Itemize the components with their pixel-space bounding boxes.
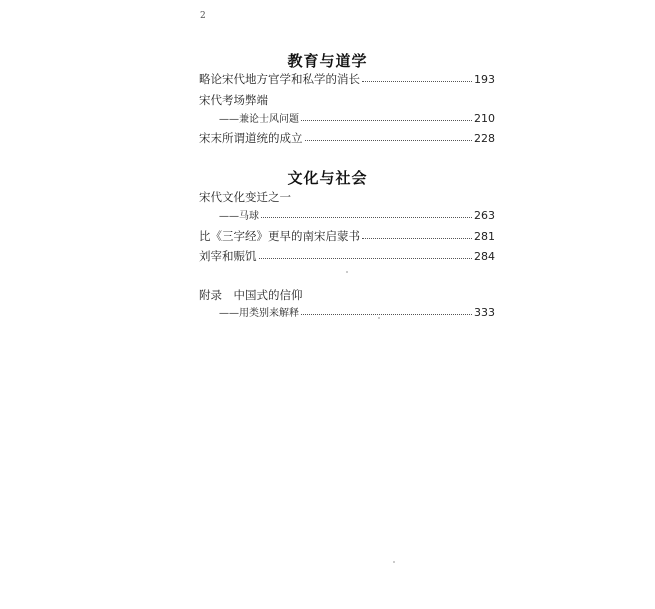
toc-entry[interactable] — [199, 190, 291, 204]
toc-entry[interactable] — [199, 249, 495, 263]
toc-entry-page: 263 — [474, 209, 495, 222]
section-title-education: 教育与道学 — [287, 52, 368, 70]
page-number: 2 — [200, 11, 206, 21]
appendix-page: 333 — [474, 306, 495, 319]
toc-entry-page: 210 — [474, 112, 495, 125]
toc-entry-title: 宋代文化变迁之一 — [199, 190, 291, 204]
appendix-title: 附录 中国式的信仰 — [199, 288, 303, 302]
leader-dots — [259, 249, 473, 259]
toc-appendix-subtitle[interactable] — [219, 306, 495, 320]
toc-entry[interactable] — [199, 72, 495, 86]
appendix-subtitle: ——用类别来解释 — [219, 308, 299, 319]
scan-speck — [346, 271, 348, 273]
toc-entry[interactable] — [199, 131, 495, 145]
leader-dots — [301, 305, 472, 315]
scan-speck — [393, 561, 395, 563]
toc-entry-title: 略论宋代地方官学和私学的消长 — [199, 72, 360, 86]
scan-speck — [378, 317, 380, 319]
leader-dots — [362, 229, 472, 239]
toc-entry-title: 比《三字经》更早的南宋启蒙书 — [199, 229, 360, 243]
toc-entry-page: 193 — [474, 73, 495, 86]
section-title-culture: 文化与社会 — [287, 169, 368, 187]
toc-entry-page: 228 — [474, 132, 495, 145]
toc-entry[interactable] — [199, 229, 495, 243]
toc-entry-page: 284 — [474, 250, 495, 263]
toc-entry-subtitle[interactable] — [219, 209, 495, 223]
leader-dots — [305, 131, 473, 141]
leader-dots — [301, 111, 472, 121]
toc-entry-title: ——兼论士风问题 — [219, 114, 299, 125]
toc-entry-subtitle[interactable] — [219, 112, 495, 126]
toc-entry[interactable] — [199, 93, 268, 107]
leader-dots — [362, 72, 472, 82]
toc-entry-title: 宋末所谓道统的成立 — [199, 131, 303, 145]
toc-entry-title: 刘宰和赈饥 — [199, 249, 257, 263]
toc-entry-title: 宋代考场弊端 — [199, 93, 268, 107]
toc-entry-title: ——马球 — [219, 211, 259, 222]
toc-appendix[interactable] — [199, 288, 303, 302]
leader-dots — [261, 208, 472, 218]
toc-entry-page: 281 — [474, 230, 495, 243]
